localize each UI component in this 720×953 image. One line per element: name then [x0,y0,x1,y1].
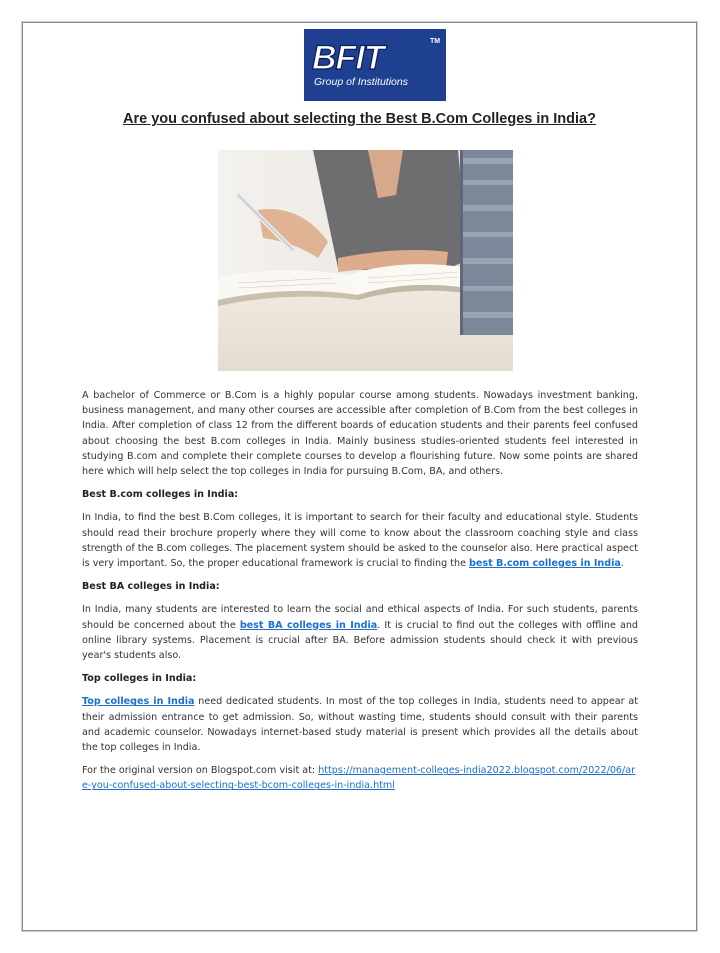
link-best-ba-colleges[interactable]: best BA colleges in India [239,619,378,631]
page-title: Are you confused about selecting the Best B.Com Colleges in India? [123,111,596,127]
logo-subtitle: Group of Institutions [314,76,408,88]
article-body [82,388,638,802]
section-heading-ba: Best BA colleges in India: [82,581,220,593]
logo-wordmark: BFIT [312,39,384,77]
link-top-colleges[interactable]: Top colleges in India [82,696,195,708]
section-text-bcom: In India, to find the best B.Com colleges, it is important to search for their faculty and educational style. Students should read their brochure properly where they will come to know about the classroom coaching style and class strength of the B.com colleges. The placement system should be asked to the counselor also. Here practical aspect is very important. So, the proper educational framework is crucial to finding the [82,512,638,570]
student-writing-photo [218,150,513,371]
logo-trademark: TM [430,38,441,45]
bfit-logo [304,29,446,101]
section-heading-bcom: Best B.com colleges in India: [82,489,239,501]
section-text-ba: In India, many students are interested to learn the social and ethical aspects of India. For such students, parents should be concerned about the [82,604,638,631]
intro-paragraph: A bachelor of Commerce or B.Com is a highly popular course among students. Nowadays investment banking, business management, and many other courses are accessible after completion of B.Com from the best colleges in India. After completion of class 12 from the different boards of education students and their parents feel confused about choosing the best B.com colleges in India. Mainly business studies-oriented students feel interested in studying B.com and complete their complete courses to develop a flourishing future. Now some points are shared here which will help select the top colleges in India for pursuing B.Com, BA, and others. [82,390,638,478]
source-prefix: For the original version on Blogspot.com visit at: [82,765,319,777]
source-paragraph [82,763,638,793]
section-text-top-end: need dedicated students. In most of the top colleges in India, students need to appear at their admission entrance to get admission. So, without wasting time, students should consult with their parents and academic counselor. Nowadays internet-based study material is present which provides all the details about the top colleges in India. [82,696,639,754]
section-paragraph-bcom [82,510,638,571]
document-page [22,22,697,931]
section-heading-top: Top colleges in India: [82,673,197,685]
section-text-bcom-end: . [620,558,624,570]
section-paragraph-ba [82,602,638,663]
source-url-link[interactable]: https://management-colleges-india2022.blogspot.com/2022/06/are-you-confused-about-selecting-best-bcom-colleges-in-india.html [82,765,636,792]
section-paragraph-top [82,694,638,755]
section-text-ba-end: . It is crucial to find out the colleges with offline and online library systems. Placement is crucial after BA. Before admission students should check it with previous year's students also. [82,619,638,662]
link-best-bcom-colleges[interactable]: best B.com colleges in India [469,558,621,570]
